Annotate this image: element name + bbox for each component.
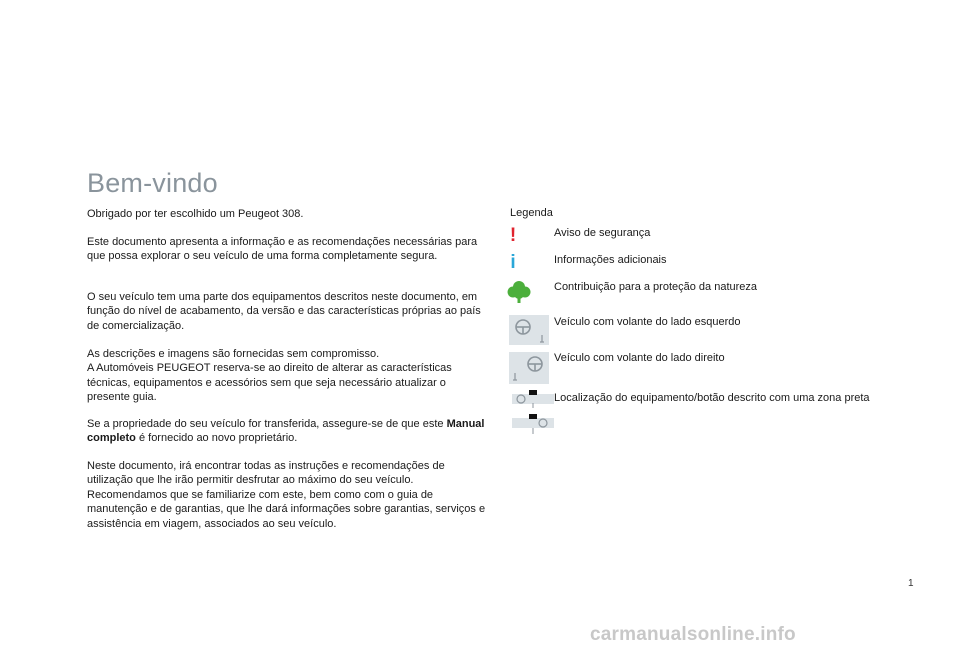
intro-paragraph-5-start: Se a propriedade do seu veículo for transferida, assegure-se de que este [87,418,447,430]
intro-paragraph-4-line-1: As descrições e imagens são fornecidas sem compromisso. [87,348,380,360]
intro-paragraph-5-end: é fornecido ao novo proprietário. [135,432,298,445]
tree-icon [507,279,531,305]
legend-nature-label: Contribuição para a proteção da natureza [554,281,758,293]
intro-paragraph-1: Obrigado por ter escolhido um Peugeot 308. [87,208,304,220]
intro-paragraph-6: Neste documento, irá encontrar todas as instruções e recomendações de utilização que lhe irão permitir desfrutar ao máximo do seu veículo. Recomendamos que se familiarize com este, bem como com o guia de manutenção e de garantias, que lhe dará informações sobre garantias, serviços e assistência em viagem, associados ao seu veículo. [87,460,486,530]
legend-rhd-label: Veículo com volante do lado direito [554,352,725,364]
legend-info-label: Informações adicionais [554,254,667,266]
intro-paragraph-5 [87,417,487,446]
equipment-location-icon [512,390,554,410]
left-hand-drive-icon [509,315,549,345]
page-title: Bem-vindo [87,168,218,198]
watermark: carmanualsonline.info [590,624,796,645]
intro-paragraph-3: O seu veículo tem uma parte dos equipamentos descritos neste documento, em função do nível de acabamento, da versão e das características próprias ao país de comercialização. [87,291,481,332]
legend-lhd-label: Veículo com volante do lado esquerdo [554,316,741,328]
manual-completo-emphasis: Manual completo [87,418,485,445]
legend-location-label: Localização do equipamento/botão descrito com uma zona preta [554,392,870,404]
info-icon: i [510,252,516,273]
intro-paragraph-4 [87,347,487,405]
legend-title: Legenda [510,207,553,219]
legend-warning-label: Aviso de segurança [554,227,651,239]
equipment-location-icon-rhd [512,414,554,436]
right-hand-drive-icon [509,352,549,384]
page-number: 1 [908,578,914,589]
warning-icon: ! [509,225,517,246]
intro-paragraph-4-line-2: A Automóveis PEUGEOT reserva-se ao direito de alterar as características técnicas, equipamentos e acessórios sem que seja necessário atualizar o presente guia. [87,362,452,404]
intro-paragraph-2: Este documento apresenta a informação e as recomendações necessárias para que possa explorar o seu veículo de uma forma completamente segura. [87,236,478,263]
